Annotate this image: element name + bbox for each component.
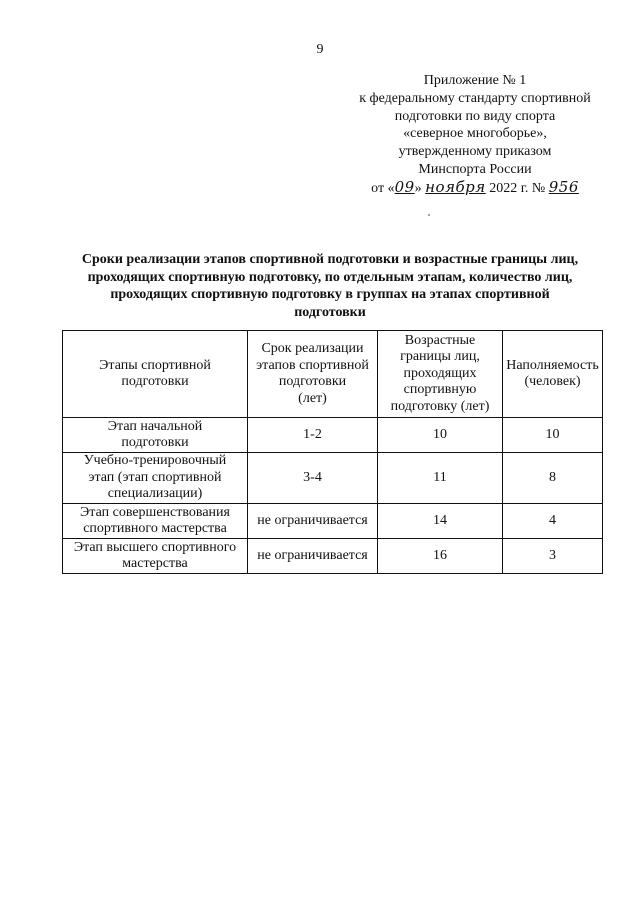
appendix-line: подготовки по виду спорта bbox=[394, 108, 556, 124]
appendix-line: «северное многоборье», bbox=[403, 126, 547, 142]
handwritten-month: ноября bbox=[425, 177, 486, 196]
stage-text: специализации) bbox=[107, 486, 203, 502]
stage-cell bbox=[63, 539, 248, 574]
page-number: 9 bbox=[316, 42, 324, 57]
age-cell: 16 bbox=[378, 539, 503, 574]
header-text: Этапы спортивной bbox=[99, 357, 211, 373]
capacity-cell: 10 bbox=[503, 418, 603, 453]
stage-cell bbox=[63, 453, 248, 504]
header-text: этапов спортивной bbox=[256, 357, 369, 373]
title-line: проходящих спортивную подготовку в группах на этапах спортивной bbox=[110, 287, 550, 302]
table-row bbox=[63, 504, 603, 539]
table-row bbox=[63, 418, 603, 453]
header-text: (лет) bbox=[298, 390, 327, 406]
header-duration bbox=[248, 331, 378, 418]
capacity-cell: 8 bbox=[503, 453, 603, 504]
stage-text: подготовки bbox=[121, 435, 189, 450]
age-cell: 11 bbox=[378, 453, 503, 504]
appendix-line: Минспорта России bbox=[418, 161, 532, 177]
stage-text: Учебно-тренировочный bbox=[83, 453, 227, 469]
stage-text: Этап высшего спортивного bbox=[73, 539, 237, 555]
title-line: проходящих спортивную подготовку, по отдельным этапам, количество лиц, bbox=[87, 269, 573, 285]
header-text: подготовки bbox=[278, 374, 347, 389]
stage-text: мастерства bbox=[122, 556, 188, 571]
stage-cell bbox=[63, 418, 248, 453]
date-prefix: от « bbox=[371, 180, 395, 196]
header-text: Срок реализации bbox=[261, 341, 364, 356]
duration-cell: не ограничивается bbox=[248, 504, 378, 539]
table-row bbox=[63, 539, 603, 574]
header-text: подготовку (лет) bbox=[390, 398, 490, 414]
stage-text: этап (этап спортивной bbox=[88, 469, 222, 485]
duration-cell: 3-4 bbox=[248, 453, 378, 504]
stage-cell bbox=[63, 504, 248, 539]
date-year: 2022 г. № bbox=[489, 180, 546, 196]
handwritten-day: 09 bbox=[394, 177, 415, 196]
stage-text: спортивного мастерства bbox=[83, 521, 227, 536]
table-header-row bbox=[63, 331, 603, 418]
header-text: спортивную bbox=[403, 382, 477, 398]
decorative-dot bbox=[428, 214, 430, 216]
handwritten-order-number: 956 bbox=[548, 177, 579, 196]
stages-table bbox=[62, 330, 603, 574]
duration-cell: не ограничивается bbox=[248, 539, 378, 574]
appendix-line: к федеральному стандарту спортивной bbox=[359, 90, 591, 106]
order-date-line bbox=[330, 179, 620, 198]
document-title bbox=[60, 251, 600, 321]
header-text: границы лиц, bbox=[400, 349, 480, 365]
header-text: Наполняемость bbox=[506, 357, 599, 373]
appendix-line: утвержденному приказом bbox=[398, 144, 552, 160]
duration-cell: 1-2 bbox=[248, 418, 378, 453]
header-text: проходящих bbox=[403, 365, 477, 381]
header-text: (человек) bbox=[524, 374, 581, 389]
title-line: подготовки bbox=[294, 304, 366, 320]
capacity-cell: 3 bbox=[503, 539, 603, 574]
stage-text: Этап начальной bbox=[107, 418, 203, 434]
date-mid: » bbox=[414, 180, 422, 196]
appendix-block bbox=[330, 72, 620, 198]
header-age bbox=[378, 331, 503, 418]
header-stages bbox=[63, 331, 248, 418]
stage-text: Этап совершенствования bbox=[80, 504, 230, 520]
header-text: подготовки bbox=[121, 374, 189, 389]
header-capacity bbox=[503, 331, 603, 418]
age-cell: 14 bbox=[378, 504, 503, 539]
capacity-cell: 4 bbox=[503, 504, 603, 539]
header-text: Возрастные bbox=[404, 332, 476, 348]
appendix-title: Приложение № 1 bbox=[423, 73, 527, 88]
table-row bbox=[63, 453, 603, 504]
title-line: Сроки реализации этапов спортивной подготовки и возрастные границы лиц, bbox=[81, 252, 579, 267]
age-cell: 10 bbox=[378, 418, 503, 453]
